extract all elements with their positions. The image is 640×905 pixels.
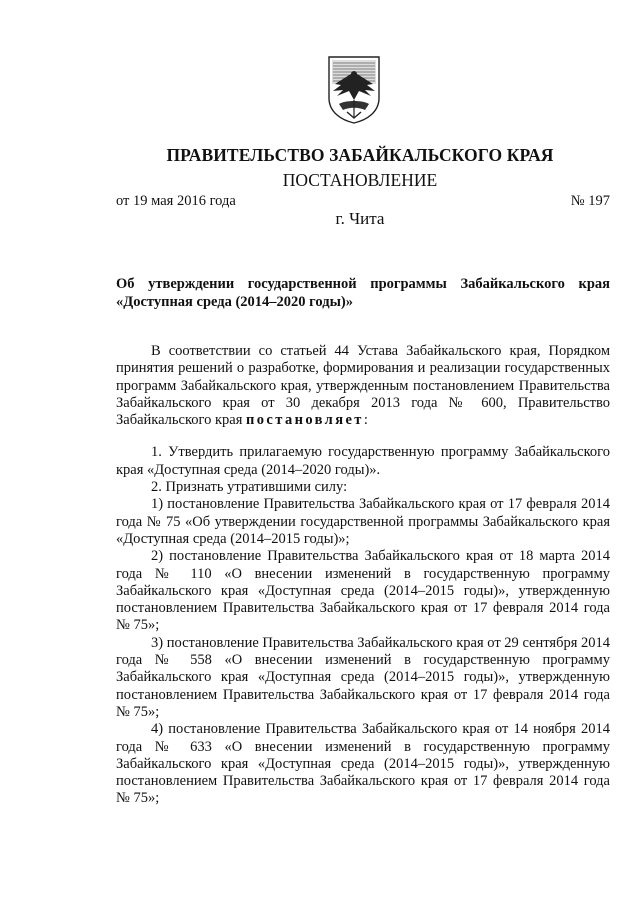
list-item: 2. Признать утратившими силу: bbox=[151, 479, 348, 496]
document-type: ПОСТАНОВЛЕНИЕ bbox=[282, 170, 438, 190]
document-city: г. Чита bbox=[335, 209, 385, 228]
list-item: 4) постановление Правительства Забайкальского края от 14 ноября 2014 года № 633 «О внесении изменений в государственную программу Забайкальского края «Доступная среда (2014–2015 годы)», утвержденную постановлением Правительства Забайкальского края от 17 февраля 2014 года № 75»; bbox=[116, 721, 610, 807]
list-item: 1. Утвердить прилагаемую государственную программу Забайкальского края «Доступная среда (2014–2020 годы)». bbox=[116, 444, 610, 478]
government-title: ПРАВИТЕЛЬСТВО ЗАБАЙКАЛЬСКОГО КРАЯ bbox=[166, 145, 554, 165]
preamble-paragraph bbox=[116, 343, 610, 429]
preamble-ending: : bbox=[363, 412, 368, 429]
preamble-text: В соответствии со статьей 44 Устава Забайкальского края, Порядком принятия решений о разработке, формирования и реализации государственных программ Забайкальского края, утвержденным постановлением Правительства Забайкальского края от 30 декабря 2013 года № 600, Правительство Забайкальского края bbox=[116, 343, 610, 429]
decision-word: постановляет bbox=[246, 412, 364, 429]
document-subject: Об утверждении государственной программы Забайкальского края «Доступная среда (2014–2020 годы)» bbox=[116, 276, 610, 310]
document-date: от 19 мая 2016 года bbox=[116, 193, 236, 209]
list-item: 2) постановление Правительства Забайкальского края от 18 марта 2014 года № 110 «О внесении изменений в государственную программу Забайкальского края «Доступная среда (2014–2015 годы)», утвержденную постановлением Правительства Забайкальского края от 17 февраля 2014 года № 75»; bbox=[116, 548, 610, 634]
document-body bbox=[116, 343, 610, 808]
list-item: 1) постановление Правительства Забайкальского края от 17 февраля 2014 года № 75 «Об утверждении государственной программы Забайкальского края «Доступная среда (2014–2015 годы)»; bbox=[116, 496, 610, 547]
list-item: 3) постановление Правительства Забайкальского края от 29 сентября 2014 года № 558 «О внесении изменений в государственную программу Забайкальского края «Доступная среда (2014–2015 годы)», утвержденную постановлением Правительства Забайкальского края от 17 февраля 2014 года № 75»; bbox=[116, 634, 610, 720]
coat-of-arms-icon bbox=[325, 54, 383, 124]
document-number: № 197 bbox=[570, 193, 610, 209]
